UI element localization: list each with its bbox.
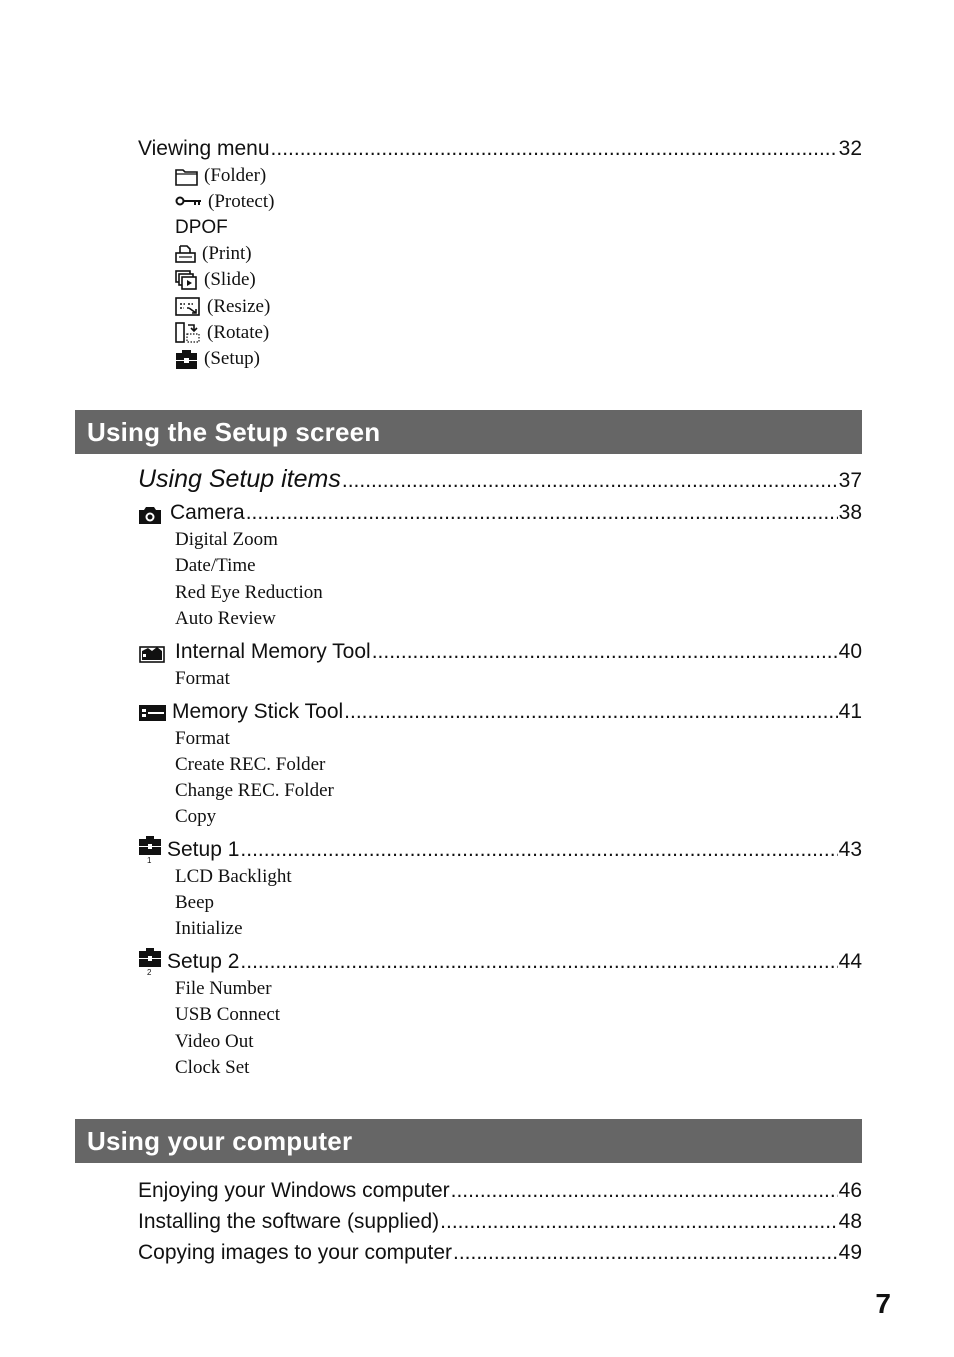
toc-entry-page: 49: [838, 1241, 862, 1264]
sub-item-setup[interactable]: [175, 347, 260, 371]
sub-item[interactable]: Red Eye Reduction: [175, 582, 323, 603]
setup2-icon: [138, 947, 162, 968]
toc-entry-page: 41: [838, 700, 862, 723]
sub-item-protect[interactable]: [175, 190, 274, 214]
sub-item-print[interactable]: [175, 242, 252, 266]
toc-entry-page: 48: [838, 1210, 862, 1233]
toc-entry-title: Viewing menu: [138, 137, 270, 160]
setup1-icon: [138, 835, 162, 856]
toc-entry-page: 37: [838, 469, 862, 492]
sub-item-rotate[interactable]: [175, 321, 269, 345]
toc-entry-viewing-menu[interactable]: [138, 136, 862, 162]
toc-entry-setup-2[interactable]: [167, 949, 862, 975]
section-heading-setup-screen: Using the Setup screen: [75, 410, 862, 454]
sub-item[interactable]: Change REC. Folder: [175, 780, 334, 801]
setup-icon-number: 1: [147, 856, 152, 865]
leader-dots: [453, 1240, 838, 1266]
sub-item[interactable]: Create REC. Folder: [175, 754, 326, 775]
toc-entry-title: Memory Stick Tool: [172, 700, 344, 723]
memory-stick-icon: [138, 704, 167, 722]
sub-item[interactable]: LCD Backlight: [175, 866, 292, 887]
toc-entry-title: Camera: [170, 501, 245, 524]
leader-dots: [372, 639, 838, 665]
leader-dots: [342, 468, 838, 494]
toc-entry-title: Setup 1: [167, 838, 240, 861]
sub-item[interactable]: Format: [175, 728, 230, 749]
toc-entry-title: Enjoying your Windows computer: [138, 1179, 450, 1202]
camera-icon: [138, 505, 162, 525]
sub-item[interactable]: Beep: [175, 892, 215, 913]
toc-entry-title: Using Setup items: [138, 465, 341, 493]
sub-item[interactable]: File Number: [175, 978, 272, 999]
leader-dots: [271, 136, 838, 162]
toc-entry-using-setup-items[interactable]: [138, 466, 862, 494]
leader-dots: [440, 1209, 837, 1235]
sub-item-label: (Rotate): [207, 322, 270, 343]
resize-icon: [175, 297, 201, 317]
sub-item-label: (Resize): [207, 296, 271, 317]
sub-item-label: (Slide): [204, 269, 256, 290]
toc-entry-title: Internal Memory Tool: [175, 640, 371, 663]
toc-entry-title: Setup 2: [167, 950, 240, 973]
rotate-icon: [175, 322, 201, 344]
toc-entry-setup-1[interactable]: [167, 837, 862, 863]
folder-icon: [175, 167, 198, 186]
setup-icon-number: 2: [147, 968, 152, 977]
sub-item[interactable]: Initialize: [175, 918, 243, 939]
sub-item-folder[interactable]: [175, 164, 266, 188]
sub-item-label: DPOF: [175, 217, 228, 238]
section-heading-computer: Using your computer: [75, 1119, 862, 1163]
sub-item[interactable]: Format: [175, 668, 230, 689]
internal-memory-icon: [139, 642, 165, 663]
sub-item[interactable]: Date/Time: [175, 555, 256, 576]
slide-icon: [175, 270, 198, 291]
sub-item-label: (Folder): [204, 165, 267, 186]
toc-entry-installing-software[interactable]: [138, 1209, 862, 1235]
toolbox-icon: [175, 349, 198, 370]
sub-item[interactable]: USB Connect: [175, 1004, 281, 1025]
toc-entry-page: 43: [838, 838, 862, 861]
sub-item[interactable]: Auto Review: [175, 608, 276, 629]
toc-entry-page: 40: [838, 640, 862, 663]
sub-item-label: (Protect): [208, 191, 275, 212]
leader-dots: [451, 1178, 838, 1204]
toc-entry-title: Installing the software (supplied): [138, 1210, 440, 1233]
leader-dots: [240, 949, 837, 975]
key-icon: [175, 195, 202, 209]
leader-dots: [240, 837, 837, 863]
toc-entry-enjoying-windows[interactable]: [138, 1178, 862, 1204]
sub-item-dpof[interactable]: [175, 216, 228, 240]
sub-item[interactable]: Digital Zoom: [175, 529, 278, 550]
toc-entry-copying-images[interactable]: [138, 1240, 862, 1266]
toc-entry-title: Copying images to your computer: [138, 1241, 452, 1264]
toc-entry-page: 32: [838, 137, 862, 160]
toc-entry-page: 46: [838, 1179, 862, 1202]
leader-dots: [246, 500, 838, 526]
sub-item[interactable]: Video Out: [175, 1031, 254, 1052]
toc-entry-internal-memory-tool[interactable]: [175, 639, 862, 665]
sub-item-label: (Setup): [204, 348, 260, 369]
sub-item-label: (Print): [202, 243, 252, 264]
sub-item[interactable]: Clock Set: [175, 1057, 250, 1078]
toc-entry-page: 38: [838, 501, 862, 524]
sub-item-resize[interactable]: [175, 295, 270, 319]
toc-entry-camera[interactable]: [170, 500, 862, 526]
sub-item[interactable]: Copy: [175, 806, 217, 827]
page-number: 7: [875, 1288, 891, 1319]
leader-dots: [344, 699, 837, 725]
toc-entry-page: 44: [838, 950, 862, 973]
sub-item-slide[interactable]: [175, 268, 256, 292]
print-icon: [175, 244, 196, 264]
toc-entry-memory-stick-tool[interactable]: [172, 699, 862, 725]
